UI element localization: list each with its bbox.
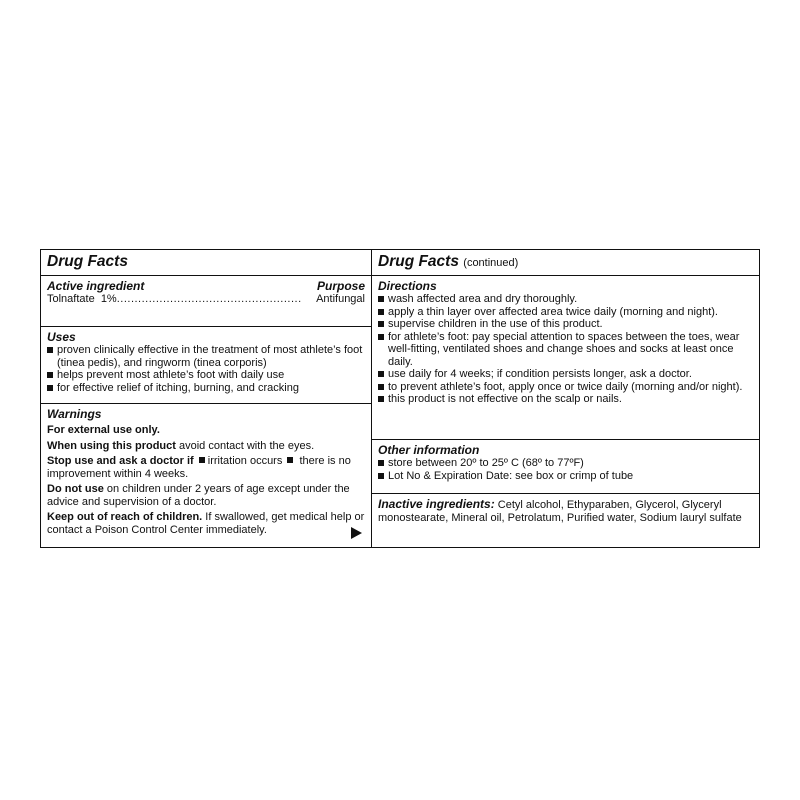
ingredient-name: Tolnaftate 1%	[47, 293, 117, 305]
page-title	[41, 250, 371, 276]
direction-item: apply a thin layer over affected area twice daily (morning and night).	[378, 306, 753, 319]
use-item: for effective relief of itching, burning, and cracking	[47, 382, 365, 395]
other-info-item: Lot No & Expiration Date: see box or crimp of tube	[378, 470, 753, 483]
inactive-ingredients	[378, 498, 753, 525]
inactive-ingredients-heading: Inactive ingredients:	[378, 497, 495, 511]
direction-item: supervise children in the use of this product.	[378, 318, 753, 331]
when-using-warning	[47, 440, 365, 453]
drug-facts-label	[40, 249, 760, 548]
keep-out-text: If swallowed, get medical help or contact a Poison Control Center immediately.	[47, 511, 365, 536]
uses-heading: Uses	[47, 330, 76, 344]
active-ingredient-header	[47, 276, 365, 293]
stop-use-item: there is no improvement within 4 weeks.	[47, 455, 351, 480]
keep-out-label: Keep out of reach of children.	[47, 511, 203, 523]
bullet-icon	[287, 457, 293, 463]
bullet-icon	[199, 457, 205, 463]
direction-item: to prevent athlete’s foot, apply once or twice daily (morning and/or night).	[378, 381, 753, 394]
warnings-section	[41, 404, 371, 546]
active-ingredient-heading: Active ingredient	[47, 279, 145, 293]
direction-item: wash affected area and dry thoroughly.	[378, 293, 753, 306]
page-title-continued	[372, 250, 759, 276]
stop-use-warning	[47, 455, 365, 480]
use-item: proven clinically effective in the treatment of most athlete’s foot (tinea pedis), and ringworm (tinea corporis)	[47, 344, 365, 369]
inactive-ingredients-section	[372, 494, 759, 525]
drug-facts-title: Drug Facts	[378, 253, 459, 270]
drug-facts-title: Drug Facts	[47, 253, 128, 270]
use-item: helps prevent most athlete’s foot with daily use	[47, 369, 365, 382]
do-not-use-label: Do not use	[47, 483, 104, 495]
other-info-item: store between 20º to 25º C (68º to 77ºF)	[378, 457, 753, 470]
ingredient-leader-dots: ....................................................	[116, 293, 302, 305]
direction-item: for athlete’s foot: pay special attention to spaces between the toes, wear well-fitting, ventilated shoes and change shoes and socks at least once daily.	[378, 331, 753, 369]
other-information-heading: Other information	[378, 443, 480, 457]
ingredient-row	[47, 293, 365, 306]
when-using-label: When using this product	[47, 439, 176, 452]
active-ingredient-section	[41, 276, 371, 327]
direction-item: use daily for 4 weeks; if condition persists longer, ask a doctor.	[378, 368, 753, 381]
directions-heading: Directions	[378, 279, 437, 293]
keep-out-of-reach-warning	[47, 511, 365, 536]
left-column	[41, 250, 372, 547]
continue-arrow-icon	[351, 527, 362, 539]
warnings-heading: Warnings	[47, 407, 102, 421]
do-not-use-text: on children under 2 years of age except under the advice and supervision of a doctor.	[47, 483, 350, 508]
ingredient-purpose: Antifungal	[316, 293, 365, 305]
external-use-warning: For external use only.	[47, 424, 160, 436]
uses-section	[41, 327, 371, 404]
continued-label: (continued)	[463, 257, 519, 269]
other-information-section	[372, 440, 759, 494]
when-using-text: avoid contact with the eyes.	[175, 439, 315, 452]
directions-section	[372, 276, 759, 440]
direction-item: this product is not effective on the scalp or nails.	[378, 393, 753, 406]
stop-use-label: Stop use and ask a doctor if	[47, 455, 194, 467]
inactive-ingredients-text: Cetyl alcohol, Ethyparaben, Glycerol, Glyceryl monostearate, Mineral oil, Petrolatum, Purified water, Sodium lauryl sulfate	[378, 499, 742, 524]
right-column	[372, 250, 759, 547]
stop-use-item: irritation occurs	[207, 455, 283, 467]
purpose-heading: Purpose	[316, 279, 365, 293]
do-not-use-warning	[47, 483, 365, 508]
